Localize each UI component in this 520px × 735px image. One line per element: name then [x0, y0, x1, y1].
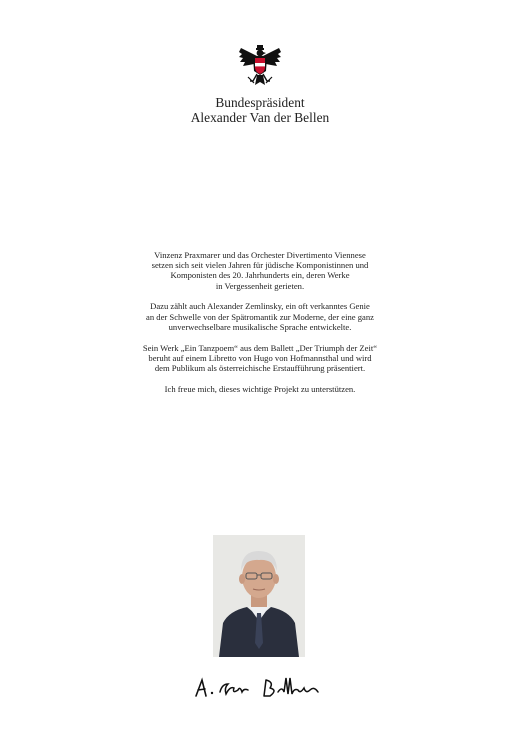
paragraph-3 [0, 343, 520, 374]
signature-image [190, 672, 330, 700]
text-line: beruht auf einem Libretto von Hugo von Hofmannsthal und wird [148, 352, 372, 363]
text-line: in Vergessenheit gerieten. [215, 280, 305, 291]
austrian-eagle-crest-icon [238, 44, 282, 86]
paragraph-4 [0, 384, 520, 394]
text-line: Vinzenz Praxmarer und das Orchester Divertimento Viennese [154, 250, 366, 260]
text-line: Dazu zählt auch Alexander Zemlinsky, ein oft verkanntes Genie [150, 301, 370, 312]
portrait-photo [213, 535, 305, 657]
text-line: dem Publikum als österreichische Erstaufführung präsentiert. [154, 363, 366, 374]
text-line: Ich freue mich, dieses wichtige Projekt zu unterstützen. [164, 383, 356, 394]
text-line: setzen sich seit vielen Jahren für jüdische Komponistinnen und [151, 260, 369, 271]
letter-body [0, 250, 520, 405]
president-name: Alexander Van der Bellen [190, 110, 330, 125]
text-line: an der Schwelle von der Spätromantik zur Moderne, der eine ganz [146, 311, 374, 322]
office-title: Bundespräsident [215, 95, 305, 110]
text-line: Sein Werk „Ein Tanzpoem“ aus dem Ballett „Der Triumph der Zeit“ [142, 342, 378, 353]
text-line: Komponisten des 20. Jahrhunderts ein, deren Werke [170, 270, 350, 281]
text-line: unverwechselbare musikalische Sprache entwickelte. [168, 321, 352, 332]
paragraph-2 [0, 301, 520, 332]
paragraph-1 [0, 250, 520, 291]
